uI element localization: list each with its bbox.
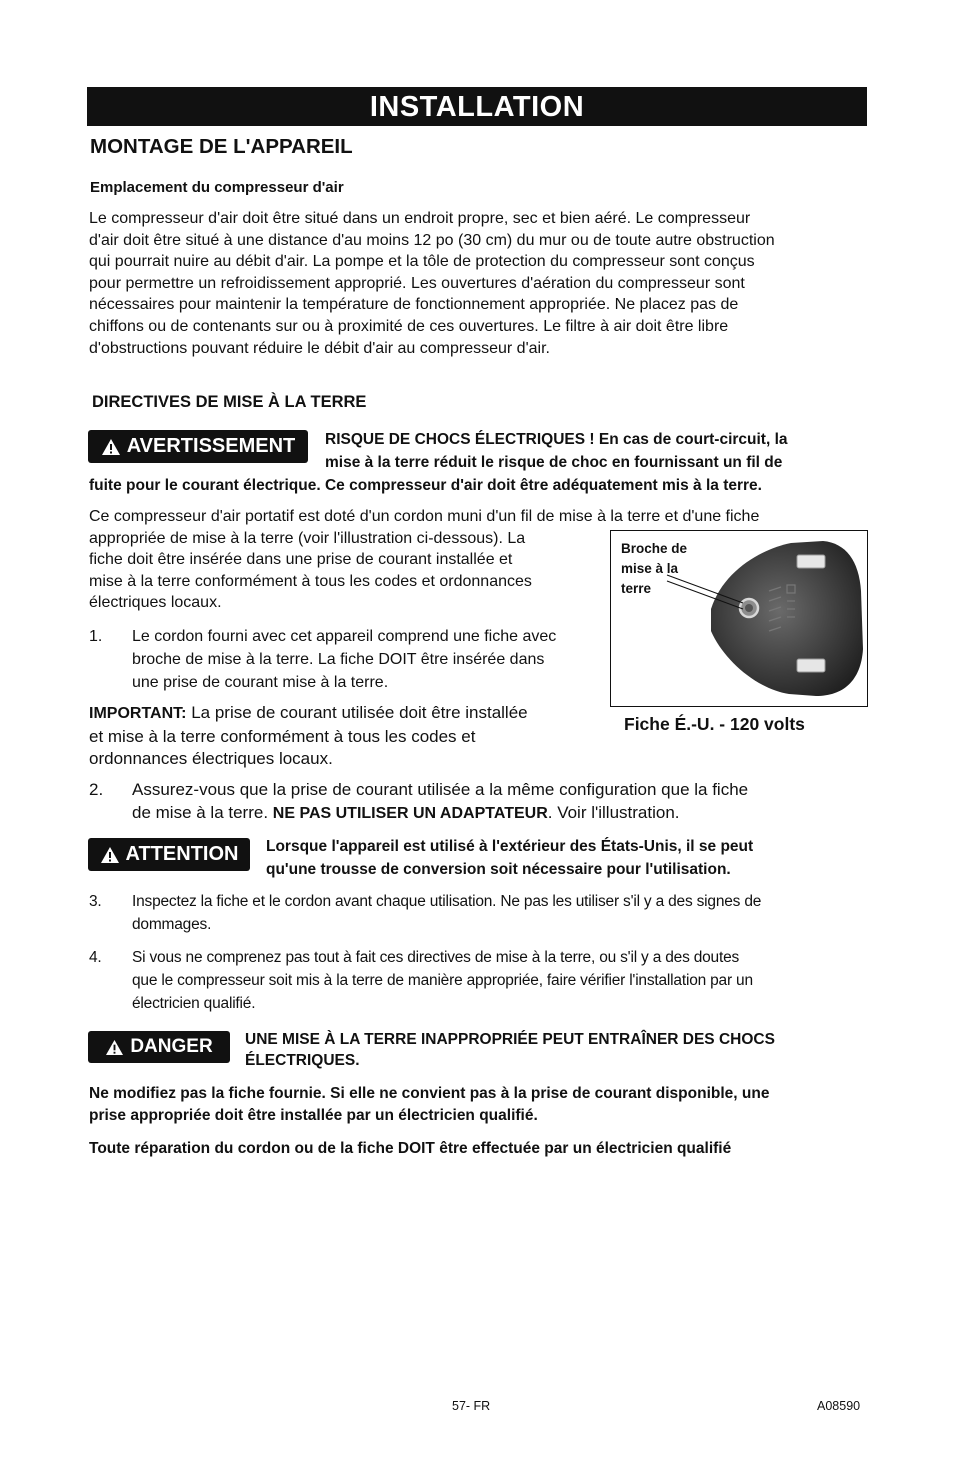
warning-label [88,430,308,463]
location-heading: Emplacement du compresseur d'air [90,179,344,196]
ground-pin-callout: Broche de mise à la terre [621,541,688,596]
plug-figure [610,530,868,707]
page-number: 57- FR [452,1399,491,1413]
location-paragraph: Le compresseur d'air doit être situé dans un endroit propre, sec et bien aéré. Le compresseur d'air doit être situé à une distance d'au moins 12 po (30 cm) du mur ou de toute autre obstruction qui pourrait nuire au débit d'air. La pompe et la tôle de protection du compresseur sont conçus pour permettre un refroidissement approprié. Les ouvertures d'aération du compresseur sont nécessaires pour maintenir la température de fonctionnement appropriée. Ne placez pas de chiffons ou de contenants sur ou à proximité de ces ouvertures. Le filtre à air doit être libre d'obstructions pouvant réduire le débit d'air au compresseur d'air. [89,210,775,357]
closing-note-1: Ne modifiez pas la fiche fournie. Si elle ne convient pas à la prise de courant disponible, une prise appropriée doit être installée par un électricien qualifié. [89,1085,770,1124]
document-code: A08590 [817,1399,861,1413]
warning-text: RISQUE DE CHOCS ÉLECTRIQUES ! En cas de court-circuit, la mise à la terre réduit le risque de choc en fournissant un fil de [325,431,788,471]
plug-illustration-icon [611,531,867,706]
item-1-number: 1. [89,628,103,645]
item-3-text: Inspectez la fiche et le cordon avant chaque utilisation. Ne pas les utiliser s'il y a des signes de dommages. [132,893,762,933]
attention-label-text: ATTENTION [125,843,239,865]
important-label: IMPORTANT: [89,705,187,722]
warning-label-text: AVERTISSEMENT [126,435,296,457]
warning-triangle-icon [105,1039,124,1056]
item-2-text: Assurez-vous que la prise de courant utilisée a la même configuration que la fiche de mise à la terre. NE PAS UTILISER UN ADAPTATEUR. Voir l'illustration. [132,780,749,822]
item-3-number: 3. [89,893,102,910]
warning-text-continued: fuite pour le courant électrique. Ce compresseur d'air doit être adéquatement mis à la terre. [89,477,762,494]
danger-label [88,1031,230,1063]
item-2-number: 2. [89,780,104,799]
warning-triangle-icon [101,438,121,456]
section-title: MONTAGE DE L'APPAREIL [90,135,353,158]
item-4-number: 4. [89,949,102,966]
item-4-text: Si vous ne comprenez pas tout à fait ces directives de mise à la terre, ou s'il y a des doutes que le compresseur soit mis à la terre de manière appropriée, faire vérifier l'installation par un électricien qualifié. [132,949,753,1012]
danger-label-text: DANGER [130,1036,213,1057]
important-note: IMPORTANT: La prise de courant utilisée doit être installée et mise à la terre conformément à tous les codes et ordonnances électriques locaux. [89,703,528,768]
figure-caption: Fiche É.-U. - 120 volts [624,714,805,734]
grounding-heading: DIRECTIVES DE MISE À LA TERRE [92,393,367,411]
grounding-intro: Ce compresseur d'air portatif est doté d'un cordon muni d'un fil de mise à la terre et d'une fiche appropriée de mise à la terre (voir l'illustration ci-dessous). La fiche doit être insérée dans une prise de courant installée et mise à la terre conformément à tous les codes et ordonnances électriques locaux. [89,508,760,612]
attention-label [88,838,250,871]
attention-text: Lorsque l'appareil est utilisé à l'extérieur des États-Unis, il se peut qu'une trousse de conversion soit nécessaire pour l'utilisation. [266,838,754,878]
closing-note-2: Toute réparation du cordon ou de la fiche DOIT être effectuée par un électricien qualifié [89,1140,732,1157]
warning-triangle-icon [100,846,120,864]
danger-text: UNE MISE À LA TERRE INAPPROPRIÉE PEUT ENTRAÎNER DES CHOCS ÉLECTRIQUES. [245,1031,775,1069]
item-1-text: Le cordon fourni avec cet appareil comprend une fiche avec broche de mise à la terre. La fiche DOIT être insérée dans une prise de courant mise à la terre. [132,628,557,691]
page-banner: INSTALLATION [87,87,867,126]
